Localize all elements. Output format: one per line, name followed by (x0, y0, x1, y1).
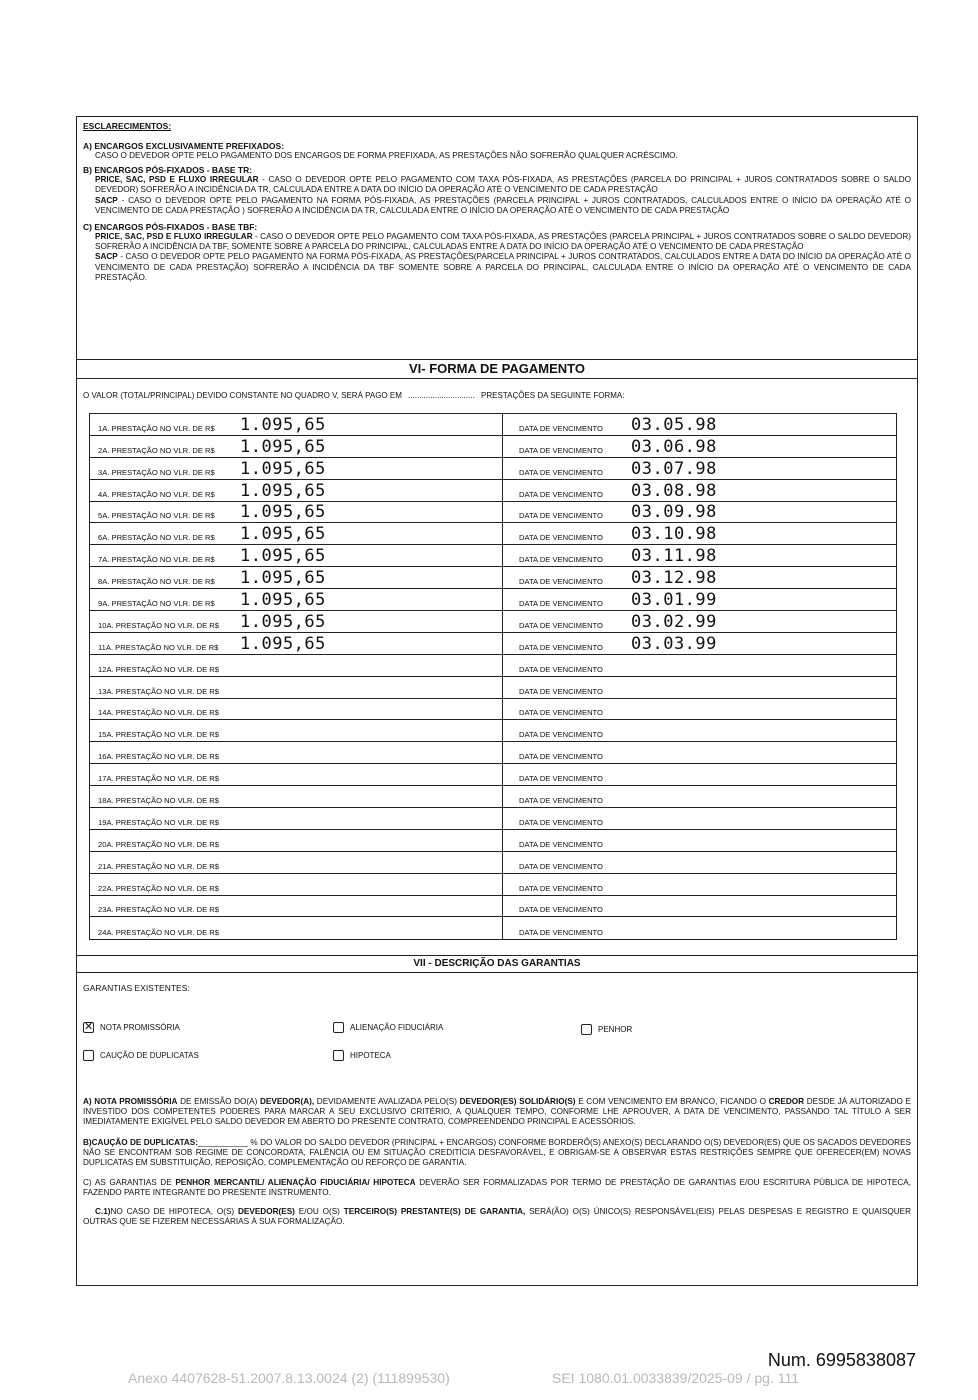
vencimento-cell (503, 458, 896, 479)
prestacao-label: 11A. PRESTAÇÃO NO VLR. DE R$ (98, 642, 219, 652)
prestacao-value-cell (90, 436, 503, 457)
vencimento-cell (503, 720, 896, 741)
prestacao-row (90, 852, 896, 874)
prestacao-row (90, 458, 896, 480)
forma-pagamento-header: VI- FORMA DE PAGAMENTO (77, 359, 917, 379)
prestacao-row (90, 502, 896, 524)
option-nota-promissoria[interactable] (83, 1019, 180, 1037)
vencimento-cell (503, 874, 896, 895)
clause-text: DE EMISSÃO DO(A) (177, 1097, 260, 1106)
prestacao-label: 15A. PRESTAÇÃO NO VLR. DE R$ (98, 730, 219, 740)
vencimento-label: DATA DE VENCIMENTO (519, 774, 603, 784)
prestacao-value: 1.095,65 (240, 590, 326, 611)
vencimento-cell (503, 764, 896, 785)
prestacao-row (90, 720, 896, 742)
clause-c1-hipoteca (83, 1207, 911, 1227)
vencimento-date: 03.02.99 (631, 611, 717, 632)
vencimento-label: DATA DE VENCIMENTO (519, 839, 603, 849)
vencimento-cell (503, 808, 896, 829)
vencimento-label: DATA DE VENCIMENTO (519, 599, 603, 609)
vencimento-label: DATA DE VENCIMENTO (519, 730, 603, 740)
price-label: PRICE, SAC, PSD E FLUXO IRREGULAR (95, 232, 253, 242)
sacp-text: - CASO O DEVEDOR OPTE PELO PAGAMENTO NA FORMA PÓS-FIXADA, AS PRESTAÇÕES (PARCELA PRINCIPAL + JUROS CONTRATADOS, CALCULADOS ENTRE O INÍCIO DA OPERAÇÃO ATÉ O VENCIMENTO DE CADA PRESTAÇÃO ) SOFRERÃO A INCIDÊNCIA DA TR, CALCULADA ENTRE O INÍCIO DA OPERAÇÃO ATÉ O VENCIMENTO DE CADA PRESTAÇÃO (95, 195, 911, 215)
clause-a-nota-promissoria (83, 1097, 911, 1128)
vencimento-label: DATA DE VENCIMENTO (519, 577, 603, 587)
clause-text: DESDE JÁ AUTORIZADO E INVESTIDO DOS COMPETENTES PODERES PARA MARCAR A SEU EXCLUSIVO CRITÉRIO, A QUALQUER TEMPO, CONFORME LHE APROUVER, A DATA DE VENCIMENTO, PASSANDO TAL TÍTULO A SER IMEDIATAMENTE EXIGÍVEL PELO SALDO DEVEDOR EM ABERTO DO PRESENTE CONTRATO, COMPREENDENDO PRINCIPAL E ACESSÓRIOS. (83, 1097, 912, 1127)
prestacao-row (90, 699, 896, 721)
prestacao-value-cell (90, 502, 503, 523)
vencimento-date: 03.06.98 (631, 436, 717, 457)
percent-blank: ___________ (197, 1137, 249, 1147)
option-hipoteca[interactable] (333, 1047, 391, 1065)
prestacao-value-cell (90, 786, 503, 807)
prestacao-value: 1.095,65 (240, 458, 326, 479)
clause-text: DEVIDAMENTE AVALIZADA PELO(S) (314, 1097, 460, 1106)
sacp-label: SACP (95, 252, 118, 262)
prestacao-label: 9A. PRESTAÇÃO NO VLR. DE R$ (98, 599, 215, 609)
vencimento-cell (503, 589, 896, 610)
checkbox-hipoteca[interactable] (333, 1050, 344, 1061)
esclarecimentos-title: ESCLARECIMENTOS: (83, 121, 172, 131)
prestacao-value-cell (90, 611, 503, 632)
esclarecimentos-section (77, 121, 917, 283)
clause-bold: DEVEDOR(ES) (238, 1206, 295, 1216)
vencimento-label: DATA DE VENCIMENTO (519, 555, 603, 565)
prestacao-label: 1A. PRESTAÇÃO NO VLR. DE R$ (98, 423, 215, 433)
prefixados-text: CASO O DEVEDOR OPTE PELO PAGAMENTO DOS ENCARGOS DE FORMA PREFIXADA, AS PRESTAÇÕES NÃO SOFRERÃO QUALQUER ACRÉSCIMO. (95, 151, 678, 160)
vencimento-date: 03.01.99 (631, 590, 717, 611)
prestacao-value: 1.095,65 (240, 546, 326, 567)
clause-bold: C.1) (95, 1206, 111, 1216)
prestacao-row (90, 917, 896, 939)
prestacao-row (90, 742, 896, 764)
intro-left: O VALOR (TOTAL/PRINCIPAL) DEVIDO CONSTANTE NO QUADRO V, SERÁ PAGO EM (83, 391, 402, 400)
vencimento-label: DATA DE VENCIMENTO (519, 445, 603, 455)
prestacao-label: 18A. PRESTAÇÃO NO VLR. DE R$ (98, 796, 219, 806)
prestacao-label: 17A. PRESTAÇÃO NO VLR. DE R$ (98, 774, 219, 784)
clause-bold: DEVEDOR(A), (259, 1097, 315, 1106)
anexo-reference: Anexo 4407628-51.2007.8.13.0024 (2) (111899530) (128, 1370, 450, 1386)
prestacao-row (90, 896, 896, 918)
vencimento-label: DATA DE VENCIMENTO (519, 511, 603, 521)
vencimento-cell (503, 742, 896, 763)
checkbox-penhor[interactable] (581, 1024, 592, 1035)
prestacao-label: 20A. PRESTAÇÃO NO VLR. DE R$ (98, 839, 219, 849)
posfixados-tr-title: B) ENCARGOS PÓS-FIXADOS - BASE TR: (83, 165, 253, 176)
vencimento-label: DATA DE VENCIMENTO (519, 752, 603, 762)
option-label: ALIENAÇÃO FIDUCIÁRIA (350, 1023, 444, 1033)
prestacao-label: 10A. PRESTAÇÃO NO VLR. DE R$ (98, 620, 219, 630)
clause-text: SERÁ(ÃO) O(S) ÚNICO(S) RESPONSÁVEL(EIS) PELAS DESPESAS E REGISTRO E QUAISQUER OUTRAS QUE SE FIZEREM NECESSÁRIAS À SUA FORMALIZAÇÃO. (83, 1206, 911, 1226)
vencimento-label: DATA DE VENCIMENTO (519, 905, 603, 915)
vencimento-label: DATA DE VENCIMENTO (519, 686, 603, 696)
prestacao-value-cell (90, 764, 503, 785)
vencimento-cell (503, 414, 896, 435)
prestacao-row (90, 655, 896, 677)
checkbox-nota-promissoria[interactable] (83, 1022, 94, 1033)
checkbox-alienacao-fiduciaria[interactable] (333, 1022, 344, 1033)
checkbox-caucao-duplicatas[interactable] (83, 1050, 94, 1061)
prestacao-label: 4A. PRESTAÇÃO NO VLR. DE R$ (98, 489, 215, 499)
prestacao-label: 8A. PRESTAÇÃO NO VLR. DE R$ (98, 577, 215, 587)
prestacao-label: 22A. PRESTAÇÃO NO VLR. DE R$ (98, 883, 219, 893)
prestacao-value-cell (90, 545, 503, 566)
prestacao-label: 23A. PRESTAÇÃO NO VLR. DE R$ (98, 905, 219, 915)
prestacao-value: 1.095,65 (240, 633, 326, 654)
prestacao-row (90, 830, 896, 852)
clause-bold: TERCEIRO(S) PRESTANTE(S) DE GARANTIA, (343, 1206, 526, 1216)
clause-text: % DO VALOR DO SALDO DEVEDOR (PRINCIPAL + ENCARGOS) CONFORME BORDERÔ(S) ANEXO(S) DECLARANDO O(S) DEVEDOR(ES) QUE OS SACADOS DEVEDORES NÃO SE ENCONTRAM SOB REGIME DE CONCORDATA, FALÊNCIA OU EM SITUAÇÃO CREDITÍCIA DESFAVORÁVEL, E OBRIGAM-SE A OBSERVAR ESTAS RESTRIÇÕES SEMPRE QUE OFERECER(EM) NOVAS DUPLICATAS EM SUBSTITUIÇÃO, REPOSIÇÃO, COMPLEMENTAÇÃO OU REFORÇO DE GARANTIA. (83, 1137, 911, 1168)
prestacao-row (90, 545, 896, 567)
prestacao-row (90, 808, 896, 830)
garantias-options (77, 1017, 917, 1067)
pagamento-intro (77, 391, 923, 400)
vencimento-cell (503, 545, 896, 566)
prestacao-label: 13A. PRESTAÇÃO NO VLR. DE R$ (98, 686, 219, 696)
prestacoes-table (89, 413, 897, 940)
document-number: Num. 6995838087 (767, 1350, 916, 1370)
prestacao-value-cell (90, 655, 503, 676)
vencimento-date: 03.09.98 (631, 502, 717, 523)
vencimento-label: DATA DE VENCIMENTO (519, 489, 603, 499)
prestacao-row (90, 523, 896, 545)
prestacao-label: 3A. PRESTAÇÃO NO VLR. DE R$ (98, 467, 215, 477)
price-text: - CASO O DEVEDOR OPTE PELO PAGAMENTO COM TAXA PÓS-FIXADA, AS PRESTAÇÕES (PARCELA DO PRINCIPAL + JUROS CONTRATADOS SOBRE O SALDO DEVEDOR) SOFRERÃO A INCIDÊNCIA DA TR, CALCULADA ENTRE A DATA DO INÍCIO DA OPERAÇÃO ATÉ O VENCIMENTO DE CADA PRESTAÇÃO (95, 175, 911, 195)
option-label: CAUÇÃO DE DUPLICATAS (100, 1051, 199, 1061)
option-label: HIPOTECA (350, 1051, 391, 1061)
posfixados-tr-price-text (83, 175, 911, 195)
vencimento-label: DATA DE VENCIMENTO (519, 861, 603, 871)
contract-form-page (76, 116, 918, 1286)
vencimento-cell (503, 896, 896, 917)
option-penhor[interactable] (581, 1021, 632, 1039)
garantias-existentes-label: GARANTIAS EXISTENTES: (83, 983, 190, 993)
sacp-text: - CASO O DEVEDOR OPTE PELO PAGAMENTO NA FORMA PÓS-FIXADA, AS PRESTAÇÕES(PARCELA PRINCIPAL + JUROS CONTRATADOS, CALCULADOS ENTRE A DATA DO INÍCIO DA OPERAÇÃO ATÉ O VENCIMENTO DE CADA PRESTAÇÃO) SOFRERÃO A INCIDÊNCIA DA TBF SOMENTE SOBRE A PARCELA DO PRINCIPAL, CALCULADA ENTRE O INÍCIO DA OPERAÇÃO ATÉ O VENCIMENTO DE CADA PRESTAÇÃO. (95, 252, 911, 282)
option-alienacao-fiduciaria[interactable] (333, 1019, 443, 1037)
prestacao-label: 6A. PRESTAÇÃO NO VLR. DE R$ (98, 533, 215, 543)
clause-b-caucao-duplicatas (83, 1138, 911, 1169)
vencimento-cell (503, 699, 896, 720)
vencimento-cell (503, 436, 896, 457)
clause-bold: PENHOR MERCANTIL/ ALIENAÇÃO FIDUCIÁRIA/ HIPOTECA (175, 1178, 416, 1188)
prestacao-row (90, 611, 896, 633)
prestacao-value-cell (90, 589, 503, 610)
prestacao-value-cell (90, 808, 503, 829)
prestacao-value: 1.095,65 (240, 502, 326, 523)
prestacao-value: 1.095,65 (240, 568, 326, 589)
vencimento-cell (503, 523, 896, 544)
prestacao-value-cell (90, 458, 503, 479)
vencimento-label: DATA DE VENCIMENTO (519, 642, 603, 652)
prestacao-value-cell (90, 523, 503, 544)
clause-text: E/OU O(S) (294, 1206, 344, 1216)
clause-text: NO CASO DE HIPOTECA, O(S) (110, 1206, 239, 1216)
prestacao-row (90, 414, 896, 436)
clause-text: DEVERÃO SER FORMALIZADAS POR TERMO DE PRESTAÇÃO DE GARANTIAS E/OU ESCRITURA PÚBLICA DE HIPOTECA, FAZENDO PARTE INTEGRANTE DO PRESENTE INSTRUMENTO. (83, 1178, 912, 1198)
posfixados-tbf-title: C) ENCARGOS PÓS-FIXADOS - BASE TBF: (83, 222, 258, 233)
prestacao-row (90, 677, 896, 699)
vencimento-label: DATA DE VENCIMENTO (519, 796, 603, 806)
vencimento-cell (503, 677, 896, 698)
prestacao-label: 21A. PRESTAÇÃO NO VLR. DE R$ (98, 861, 219, 871)
prestacao-value-cell (90, 742, 503, 763)
vencimento-cell (503, 480, 896, 501)
sei-reference: SEI 1080.01.0033839/2025-09 / pg. 111 (552, 1370, 800, 1386)
prestacao-row (90, 436, 896, 458)
vencimento-label: DATA DE VENCIMENTO (519, 664, 603, 674)
prestacao-label: 19A. PRESTAÇÃO NO VLR. DE R$ (98, 817, 219, 827)
price-text: - CASO O DEVEDOR OPTE PELO PAGAMENTO COM TAXA PÓS-FIXADA, AS PRESTAÇÕES (PARCELA PRINCIPAL + JUROS CONTRATADOS SOBRE O SALDO DEVEDOR) SOFRERÃO A INCIDÊNCIA DA TBF, SOMENTE SOBRE A PARCELA DO PRINCIPAL, CALCULADAS ENTRE A DATA DO INÍCIO DA OPERAÇÃO ATÉ O VENCIMENTO DE CADA PRESTAÇÃO (95, 232, 911, 252)
vencimento-date: 03.11.98 (631, 546, 717, 567)
prestacao-label: 2A. PRESTAÇÃO NO VLR. DE R$ (98, 445, 215, 455)
prestacao-row (90, 786, 896, 808)
prestacao-value: 1.095,65 (240, 414, 326, 435)
prestacao-row (90, 633, 896, 655)
posfixados-tbf-sacp-text (83, 252, 911, 283)
prestacao-value-cell (90, 677, 503, 698)
prestacao-row (90, 480, 896, 502)
prestacao-value-cell (90, 699, 503, 720)
vencimento-cell (503, 502, 896, 523)
prestacao-label: 24A. PRESTAÇÃO NO VLR. DE R$ (98, 928, 219, 938)
vencimento-label: DATA DE VENCIMENTO (519, 467, 603, 477)
prestacao-label: 7A. PRESTAÇÃO NO VLR. DE R$ (98, 555, 215, 565)
prestacao-label: 5A. PRESTAÇÃO NO VLR. DE R$ (98, 511, 215, 521)
prestacao-value-cell (90, 567, 503, 588)
clause-text: C) AS GARANTIAS DE (83, 1178, 176, 1188)
vencimento-cell (503, 786, 896, 807)
prestacao-value-cell (90, 896, 503, 917)
prestacao-value-cell (90, 917, 503, 939)
vencimento-cell (503, 611, 896, 632)
vencimento-date: 03.10.98 (631, 524, 717, 545)
prestacao-value-cell (90, 720, 503, 741)
vencimento-cell (503, 655, 896, 676)
vencimento-label: DATA DE VENCIMENTO (519, 533, 603, 543)
prestacao-value-cell (90, 414, 503, 435)
prestacao-value-cell (90, 480, 503, 501)
vencimento-date: 03.07.98 (631, 458, 717, 479)
prestacao-row (90, 567, 896, 589)
option-label: NOTA PROMISSÓRIA (100, 1023, 180, 1033)
clause-text: E COM VENCIMENTO EM BRANCO, FICANDO O (575, 1097, 769, 1106)
vencimento-label: DATA DE VENCIMENTO (519, 423, 603, 433)
vencimento-date: 03.03.99 (631, 633, 717, 654)
clause-bold: CREDOR (768, 1097, 805, 1106)
vencimento-cell (503, 852, 896, 873)
garantias-header: VII - DESCRIÇÃO DAS GARANTIAS (77, 955, 917, 973)
prestacao-value-cell (90, 852, 503, 873)
posfixados-tr-sacp-text (83, 196, 911, 216)
posfixados-tbf-price-text (83, 232, 911, 252)
prestacao-value-cell (90, 633, 503, 654)
vencimento-label: DATA DE VENCIMENTO (519, 928, 603, 938)
prestacao-row (90, 764, 896, 786)
option-label: PENHOR (598, 1025, 633, 1035)
sacp-label: SACP (95, 195, 118, 205)
prestacao-value: 1.095,65 (240, 480, 326, 501)
prestacao-label: 14A. PRESTAÇÃO NO VLR. DE R$ (98, 708, 219, 718)
prestacao-value: 1.095,65 (240, 436, 326, 457)
vencimento-label: DATA DE VENCIMENTO (519, 708, 603, 718)
prefixados-title: A) ENCARGOS EXCLUSIVAMENTE PREFIXADOS: (83, 141, 285, 151)
vencimento-label: DATA DE VENCIMENTO (519, 883, 603, 893)
prestacao-row (90, 589, 896, 611)
vencimento-label: DATA DE VENCIMENTO (519, 817, 603, 827)
clause-c-formalizacao (83, 1178, 911, 1198)
vencimento-label: DATA DE VENCIMENTO (519, 620, 603, 630)
intro-blank: .............................. (408, 391, 475, 400)
vencimento-date: 03.12.98 (631, 568, 717, 589)
clause-b-label: B)CAUÇÃO DE DUPLICATAS: (83, 1137, 198, 1147)
prestacao-label: 16A. PRESTAÇÃO NO VLR. DE R$ (98, 752, 219, 762)
vencimento-cell (503, 917, 896, 939)
prestacao-label: 12A. PRESTAÇÃO NO VLR. DE R$ (98, 664, 219, 674)
vencimento-date: 03.05.98 (631, 414, 717, 435)
garantias-clauses (77, 1097, 917, 1227)
option-caucao-duplicatas[interactable] (83, 1047, 199, 1065)
vencimento-cell (503, 633, 896, 654)
prestacao-value-cell (90, 830, 503, 851)
prestacao-row (90, 874, 896, 896)
vencimento-cell (503, 567, 896, 588)
price-label: PRICE, SAC, PSD E FLUXO IRREGULAR (95, 175, 259, 185)
clause-a-label: A) NOTA PROMISSÓRIA (83, 1097, 178, 1106)
vencimento-date: 03.08.98 (631, 480, 717, 501)
intro-right: PRESTAÇÕES DA SEGUINTE FORMA: (481, 391, 625, 400)
vencimento-cell (503, 830, 896, 851)
prestacao-value: 1.095,65 (240, 524, 326, 545)
clause-bold: DEVEDOR(ES) SOLIDÁRIO(S) (459, 1097, 576, 1106)
prestacao-value-cell (90, 874, 503, 895)
prestacao-value: 1.095,65 (240, 611, 326, 632)
